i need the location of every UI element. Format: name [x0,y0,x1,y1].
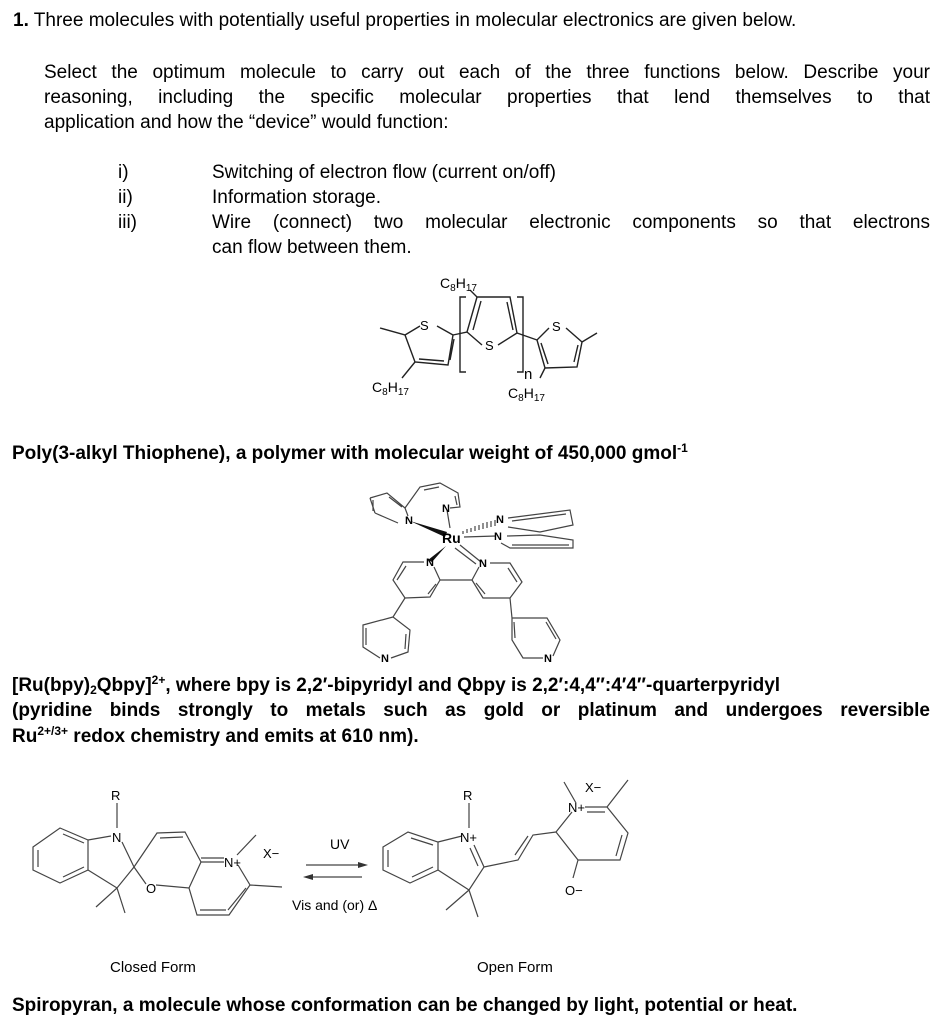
spiropyran-caption: Spiropyran, a molecule whose conformation can be changed by light, potential or heat. [12,995,798,1016]
n-plus-label: N+ [568,800,585,815]
n-plus-label: N+ [224,855,241,870]
ru-caption-part: redox chemistry and emits at 610 nm). [68,726,419,747]
function-marker-2: ii) [118,187,133,208]
sulfur-label: S [485,338,494,353]
question-number: 1. [13,10,29,31]
ru-complex-structure [363,483,573,665]
ru-caption-part: , where bpy is 2,2′-bipyridyl and Qbpy is 2,2′:4,4″:4′4″-quarterpyridyl [165,675,781,696]
ruthenium-label: Ru [442,530,461,546]
equilibrium-arrows [292,836,377,913]
repeat-unit-n: n [524,366,533,383]
spiropyran-open-form [383,780,628,917]
octyl-label-right: $C_8H_{17}$ [508,385,545,404]
function-marker-3: iii) [118,212,137,233]
nitrogen-label: N [112,830,122,845]
nitrogen-label: N [426,557,434,569]
nitrogen-label: N [479,558,487,570]
counterion-label: X− [263,846,280,861]
spiropyran-closed-form [33,788,282,915]
visible-heat-condition-label: Vis and (or) Δ [292,897,378,913]
uv-condition-label: UV [330,836,350,852]
function-text-2: Information storage. [212,187,381,208]
ru-caption-part: [Ru(bpy) [12,675,91,696]
polythiophene-structure [372,275,597,404]
ru-caption-part: Ru [12,726,38,747]
nitrogen-label: N [496,514,504,526]
ru-caption-part: Qbpy] [96,675,152,696]
instruction-line-1: Select the optimum molecule to carry out each of the three functions below. Describe your [44,62,930,83]
oxide-label: O− [565,883,583,898]
open-form-label: Open Form [477,959,553,976]
counterion-label: X− [585,780,602,795]
n-plus-label: N+ [460,830,477,845]
polymer-caption-text: Poly(3-alkyl Thiophene), a polymer with molecular weight of 450,000 gmol [12,443,678,464]
polymer-caption-unit-exponent: -1 [677,441,688,455]
sulfur-label: S [420,318,429,333]
instruction-line-2: reasoning, including the specific molecular properties that lend themselves to that [44,87,930,108]
r-group-label: R [463,788,473,803]
function-text-3-cont: can flow between them. [212,237,412,258]
function-text-1: Switching of electron flow (current on/off) [212,162,556,183]
sulfur-label: S [552,319,561,334]
nitrogen-label: N [405,515,413,527]
oxygen-label: O [146,881,157,896]
ru-caption-subscript: 2 [90,683,97,697]
function-marker-1: i) [118,162,129,183]
closed-form-label: Closed Form [110,959,196,976]
nitrogen-label: N [494,531,502,543]
function-text-3: Wire (connect) two molecular electronic components so that electrons [212,212,930,233]
octyl-label-left: $C_8H_{17}$ [372,379,409,398]
nitrogen-label: N [442,503,450,515]
ru-caption-line-2: (pyridine binds strongly to metals such as gold or platinum and undergoes reversible [12,700,930,721]
r-group-label: R [111,788,121,803]
nitrogen-label: N [544,653,552,665]
instruction-line-3: application and how the “device” would function: [44,112,449,133]
ru-caption-oxidation-states: 2+/3+ [37,724,69,738]
ru-caption-charge: 2+ [151,673,166,687]
question-intro-text: Three molecules with potentially useful properties in molecular electronics are given below. [33,10,797,31]
octyl-label-top: $C_8H_{17}$ [440,275,477,294]
nitrogen-label: N [381,653,389,665]
